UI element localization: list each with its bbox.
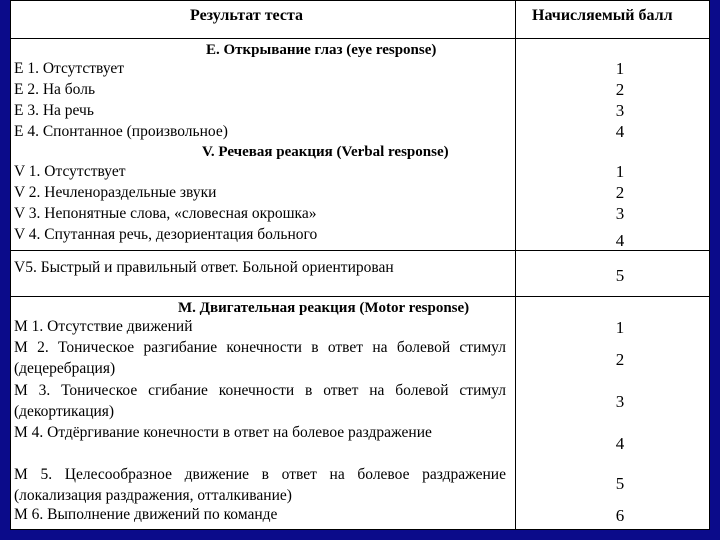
row-score: 5	[615, 474, 625, 493]
row-score: 1	[615, 318, 625, 337]
row-label: M 6. Выполнение движений по команде	[14, 506, 278, 523]
row-score: 1	[615, 162, 625, 181]
section-title-eye: E. Открывание глаз (eye response)	[206, 42, 437, 58]
table-border-bottom	[10, 529, 710, 530]
row-label: E 1. Отсутствует	[14, 60, 125, 77]
row-score: 5	[615, 266, 625, 285]
table-border-left	[10, 0, 11, 530]
row-score: 2	[615, 80, 625, 99]
row-score: 3	[615, 204, 625, 223]
row-label: V 1. Отсутствует	[14, 163, 126, 180]
row-label: V 2. Нечленораздельные звуки	[14, 184, 217, 201]
row-label: M 1. Отсутствие движений	[14, 318, 193, 335]
row-score: 3	[615, 392, 625, 411]
row-label: V5. Быстрый и правильный ответ. Больной ориентирован	[14, 259, 394, 276]
row-label: V 4. Спутанная речь, дезориентация больного	[14, 226, 318, 243]
row-score: 2	[615, 183, 625, 202]
row-label: E 2. На боль	[14, 81, 96, 98]
section-title-verbal: V. Речевая реакция (Verbal response)	[202, 144, 449, 160]
header-result-column: Результат теста	[190, 7, 303, 24]
row-label: E 3. На речь	[14, 102, 94, 119]
header-divider	[10, 38, 710, 39]
table-border-top	[10, 0, 710, 1]
row-score: 2	[615, 350, 625, 369]
row-label: M 4. Отдёргивание конечности в ответ на болевое раздражение	[14, 424, 432, 441]
row-score: 4	[615, 231, 625, 250]
row-score: 3	[615, 101, 625, 120]
row-label: M 2. Тоническое разгибание конечности в ответ на болевой стимул (децеребрация)	[14, 339, 506, 377]
row-score: 1	[615, 59, 625, 78]
table-border-right	[709, 0, 710, 530]
row-score: 4	[615, 122, 625, 141]
row-label: E 4. Спонтанное (произвольное)	[14, 123, 228, 140]
header-score-column: Начисляемый балл	[532, 7, 673, 24]
column-divider	[515, 0, 516, 530]
row-score: 4	[615, 434, 625, 453]
row-label: M 3. Тоническое сгибание конечности в ответ на болевой стимул (декортикация)	[14, 382, 506, 420]
row-divider	[10, 296, 710, 297]
row-label: M 5. Целесообразное движение в ответ на болевое раздражение (локализация раздражения, отталкивание)	[14, 466, 506, 504]
row-score: 6	[615, 506, 625, 525]
row-label: V 3. Непонятные слова, «словесная окрошка»	[14, 205, 317, 222]
section-title-motor: M. Двигательная реакция (Motor response)	[178, 300, 470, 316]
glasgow-scale-table	[10, 0, 710, 530]
